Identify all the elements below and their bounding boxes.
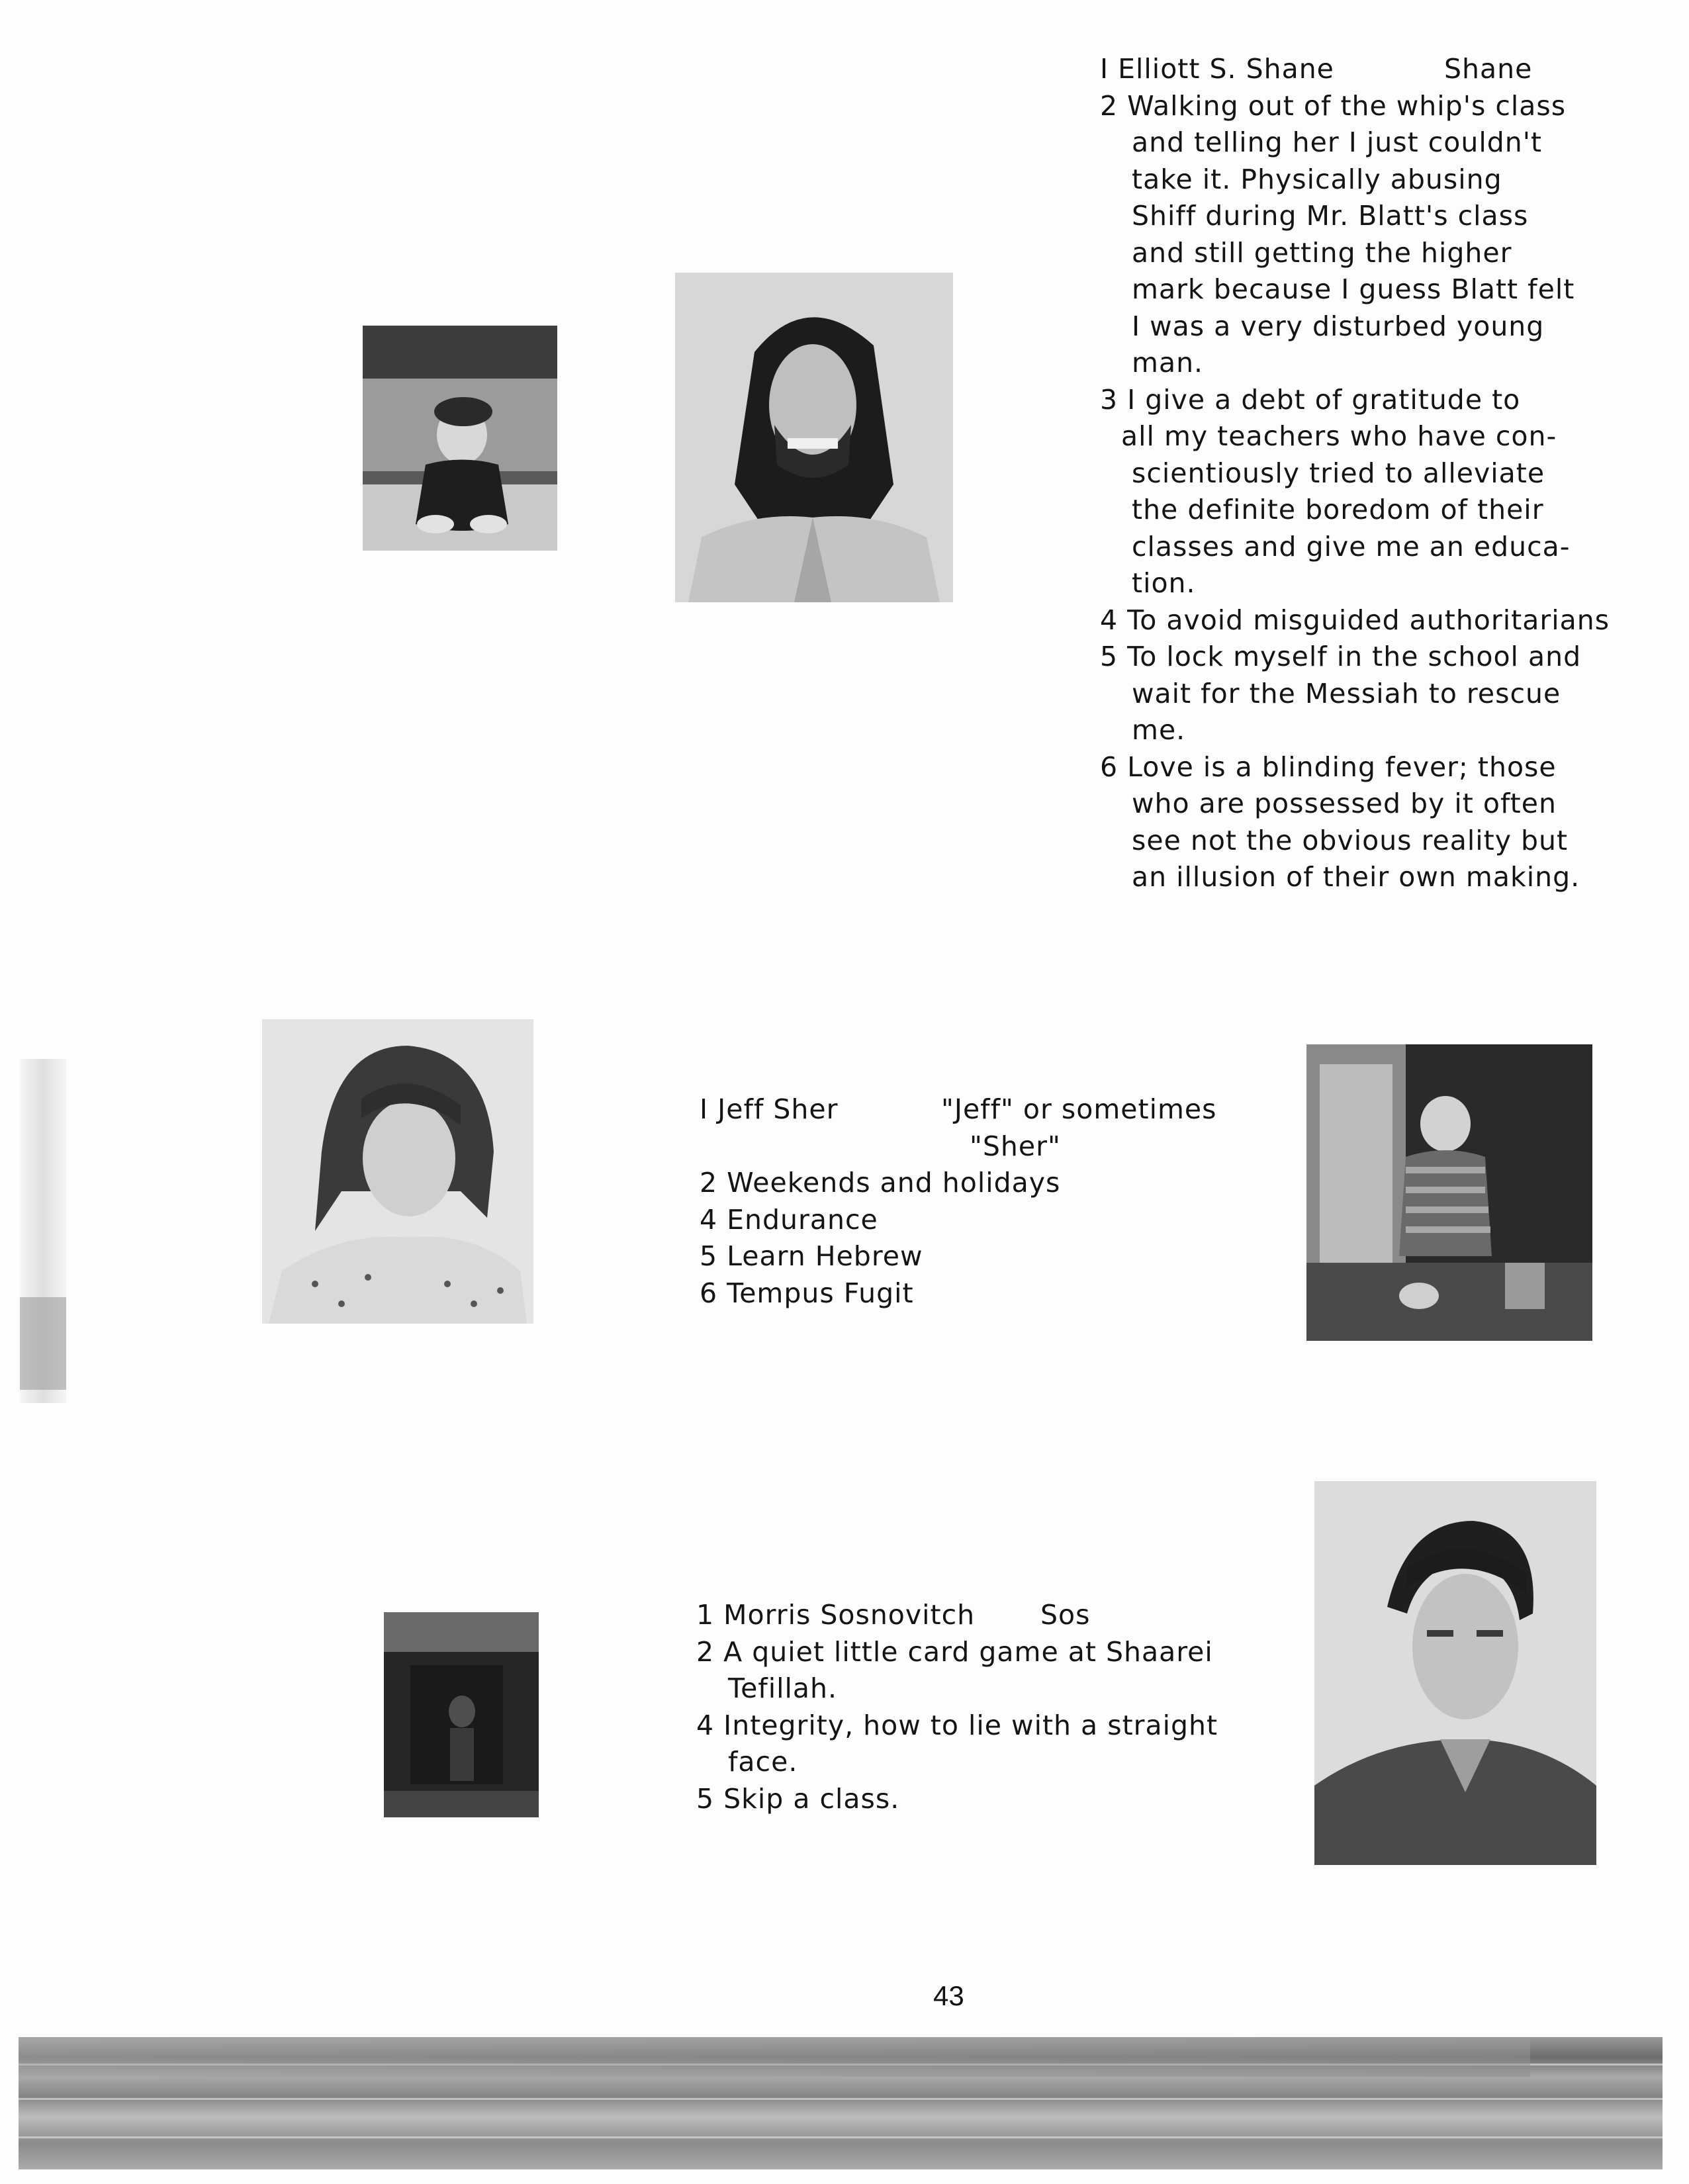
entry-line: and telling her I just couldn't: [1132, 126, 1543, 158]
entry-line: 6 Love is a blinding fever; those: [1100, 751, 1557, 783]
entry-line: Tefillah.: [728, 1672, 838, 1704]
entry-line: all my teachers who have con-: [1121, 420, 1557, 452]
entry-line: I was a very disturbed young: [1132, 310, 1545, 342]
sosnovitch-baby-photo: [384, 1612, 539, 1817]
entry-line: scientiously tried to alleviate: [1132, 457, 1545, 489]
student-name: 1 Morris Sosnovitch: [696, 1599, 976, 1631]
entry-shane: [1100, 51, 1610, 896]
entry-line: Shiff during Mr. Blatt's class: [1132, 200, 1529, 232]
portrait-photo-icon: [675, 273, 953, 602]
student-name: I Elliott S. Shane: [1100, 53, 1334, 85]
entry-line: me.: [1132, 714, 1186, 746]
entry-line: and still getting the higher: [1132, 236, 1512, 269]
entry-line: 5 Learn Hebrew: [700, 1240, 923, 1272]
entry-line: 4 Endurance: [700, 1203, 878, 1236]
scan-bottom-strip: [19, 2037, 1663, 2169]
portrait-photo-icon: [262, 1019, 533, 1324]
entry-name-line: [1100, 51, 1610, 88]
entry-line: an illusion of their own making.: [1132, 861, 1580, 893]
entry-line: man.: [1132, 347, 1204, 379]
student-nickname-cont: "Sher": [970, 1130, 1061, 1162]
entry-line: 3 I give a debt of gratitude to: [1100, 383, 1521, 416]
baby-photo-icon: [384, 1612, 539, 1817]
entry-line: classes and give me an educa-: [1132, 530, 1571, 563]
baby-photo-icon: [1306, 1044, 1592, 1341]
entry-line: face.: [728, 1746, 798, 1778]
student-nickname: "Jeff" or sometimes: [941, 1093, 1217, 1125]
entry-line: 5 To lock myself in the school and: [1100, 641, 1582, 672]
page-number: 43: [933, 1980, 964, 2011]
entry-line: wait for the Messiah to rescue: [1132, 677, 1561, 709]
entry-name-line: [696, 1597, 1218, 1634]
scan-left-mark: [20, 1297, 66, 1390]
baby-photo-icon: [363, 326, 557, 551]
entry-line: take it. Physically abusing: [1132, 163, 1502, 195]
entry-line: 6 Tempus Fugit: [700, 1277, 914, 1309]
student-nickname: Shane: [1444, 53, 1533, 85]
shane-baby-photo: [363, 326, 557, 551]
entry-name-line: [700, 1091, 1217, 1128]
entry-line: 2 Weekends and holidays: [700, 1167, 1061, 1199]
entry-line: who are possessed by it often: [1132, 788, 1557, 819]
entry-sher: [700, 1091, 1217, 1312]
entry-line: 5 Skip a class.: [696, 1782, 900, 1815]
entry-line: 4 Integrity, how to lie with a straight: [696, 1709, 1218, 1741]
sosnovitch-portrait-photo: [1314, 1481, 1596, 1865]
entry-line: 2 Walking out of the whip's class: [1100, 89, 1567, 122]
student-nickname: Sos: [1040, 1599, 1091, 1631]
entry-line: mark because I guess Blatt felt: [1132, 273, 1575, 305]
entry-line: the definite boredom of their: [1132, 494, 1544, 525]
entry-line: 2 A quiet little card game at Shaarei: [696, 1635, 1213, 1668]
entry-line: tion.: [1132, 567, 1196, 599]
shane-portrait-photo: [675, 273, 953, 602]
entry-sosnovitch: [696, 1597, 1218, 1817]
student-name: I Jeff Sher: [700, 1093, 839, 1125]
entry-line: see not the obvious reality but: [1132, 824, 1569, 856]
portrait-photo-icon: [1314, 1481, 1596, 1865]
sher-baby-photo: [1306, 1044, 1592, 1341]
entry-line: 4 To avoid misguided authoritarians: [1100, 604, 1610, 636]
sher-portrait-photo: [262, 1019, 533, 1324]
